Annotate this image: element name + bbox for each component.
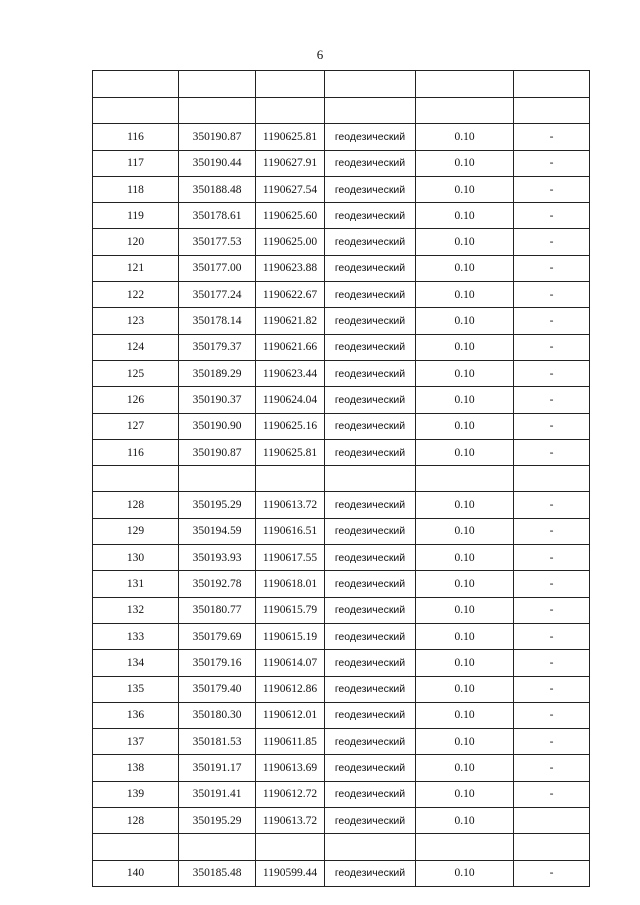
accuracy-cell: 0.10 [416,545,514,571]
table-spacer-row [93,98,590,124]
x-coordinate-cell: 350180.77 [179,597,256,623]
spacer-cell [256,98,325,124]
y-coordinate-cell: 1190627.54 [256,176,325,202]
table-row [93,808,590,834]
y-coordinate-cell: 1190625.16 [256,413,325,439]
y-coordinate-cell: 1190622.67 [256,282,325,308]
x-coordinate-cell: 350177.24 [179,282,256,308]
y-coordinate-cell: 1190625.60 [256,203,325,229]
note-cell: - [514,413,590,439]
x-coordinate-cell: 350188.48 [179,176,256,202]
y-coordinate-cell: 1190614.07 [256,650,325,676]
y-coordinate-cell: 1190615.19 [256,623,325,649]
gap-cell [256,834,325,860]
x-coordinate-cell: 350178.61 [179,203,256,229]
table-row [93,176,590,202]
note-cell: - [514,492,590,518]
point-number-cell: 129 [93,518,179,544]
y-coordinate-cell: 1190621.82 [256,308,325,334]
note-cell: - [514,650,590,676]
y-coordinate-cell: 1190623.44 [256,360,325,386]
accuracy-cell: 0.10 [416,229,514,255]
y-coordinate-cell: 1190621.66 [256,334,325,360]
y-coordinate-cell: 1190613.69 [256,755,325,781]
method-cell: геодезический [325,518,416,544]
method-cell: геодезический [325,308,416,334]
header-cell [416,71,514,98]
note-cell: - [514,702,590,728]
accuracy-cell: 0.10 [416,755,514,781]
note-cell: - [514,755,590,781]
point-number-cell: 133 [93,623,179,649]
method-cell: геодезический [325,808,416,834]
x-coordinate-cell: 350181.53 [179,729,256,755]
accuracy-cell: 0.10 [416,203,514,229]
x-coordinate-cell: 350178.14 [179,308,256,334]
y-coordinate-cell: 1190612.86 [256,676,325,702]
accuracy-cell: 0.10 [416,597,514,623]
x-coordinate-cell: 350179.16 [179,650,256,676]
method-cell: геодезический [325,623,416,649]
x-coordinate-cell: 350180.30 [179,702,256,728]
method-cell: геодезический [325,334,416,360]
point-number-cell: 121 [93,255,179,281]
table-row [93,229,590,255]
coordinates-table-body [93,71,590,887]
gap-cell [416,466,514,492]
header-cell [93,71,179,98]
method-cell: геодезический [325,860,416,886]
y-coordinate-cell: 1190625.81 [256,124,325,150]
point-number-cell: 138 [93,755,179,781]
accuracy-cell: 0.10 [416,308,514,334]
accuracy-cell: 0.10 [416,702,514,728]
note-cell: - [514,387,590,413]
y-coordinate-cell: 1190618.01 [256,571,325,597]
gap-cell [256,466,325,492]
accuracy-cell: 0.10 [416,413,514,439]
point-number-cell: 137 [93,729,179,755]
table-header-row [93,71,590,98]
table-row [93,860,590,886]
method-cell: геодезический [325,413,416,439]
note-cell [514,808,590,834]
note-cell: - [514,545,590,571]
accuracy-cell: 0.10 [416,282,514,308]
x-coordinate-cell: 350185.48 [179,860,256,886]
method-cell: геодезический [325,597,416,623]
table-row [93,492,590,518]
gap-cell [93,834,179,860]
note-cell: - [514,597,590,623]
method-cell: геодезический [325,387,416,413]
y-coordinate-cell: 1190612.72 [256,781,325,807]
note-cell: - [514,860,590,886]
point-number-cell: 128 [93,492,179,518]
x-coordinate-cell: 350191.17 [179,755,256,781]
method-cell: геодезический [325,702,416,728]
accuracy-cell: 0.10 [416,808,514,834]
table-row [93,545,590,571]
method-cell: геодезический [325,360,416,386]
point-number-cell: 128 [93,808,179,834]
y-coordinate-cell: 1190613.72 [256,808,325,834]
spacer-cell [93,98,179,124]
x-coordinate-cell: 350190.87 [179,439,256,465]
point-number-cell: 131 [93,571,179,597]
x-coordinate-cell: 350193.93 [179,545,256,571]
accuracy-cell: 0.10 [416,676,514,702]
table-row [93,387,590,413]
accuracy-cell: 0.10 [416,860,514,886]
page-number: 6 [316,47,324,62]
accuracy-cell: 0.10 [416,729,514,755]
x-coordinate-cell: 350194.59 [179,518,256,544]
point-number-cell: 136 [93,702,179,728]
point-number-cell: 135 [93,676,179,702]
point-number-cell: 139 [93,781,179,807]
point-number-cell: 123 [93,308,179,334]
x-coordinate-cell: 350190.90 [179,413,256,439]
x-coordinate-cell: 350179.37 [179,334,256,360]
x-coordinate-cell: 350179.69 [179,623,256,649]
method-cell: геодезический [325,650,416,676]
table-row [93,255,590,281]
method-cell: геодезический [325,229,416,255]
note-cell: - [514,282,590,308]
x-coordinate-cell: 350190.44 [179,150,256,176]
header-cell [256,71,325,98]
method-cell: геодезический [325,781,416,807]
method-cell: геодезический [325,439,416,465]
y-coordinate-cell: 1190612.01 [256,702,325,728]
table-row [93,518,590,544]
section-gap-row [93,834,590,860]
x-coordinate-cell: 350190.37 [179,387,256,413]
accuracy-cell: 0.10 [416,623,514,649]
x-coordinate-cell: 350177.00 [179,255,256,281]
header-cell [325,71,416,98]
accuracy-cell: 0.10 [416,255,514,281]
note-cell: - [514,439,590,465]
point-number-cell: 124 [93,334,179,360]
method-cell: геодезический [325,282,416,308]
gap-cell [325,466,416,492]
table-row [93,203,590,229]
point-number-cell: 120 [93,229,179,255]
gap-cell [325,834,416,860]
method-cell: геодезический [325,545,416,571]
x-coordinate-cell: 350195.29 [179,492,256,518]
point-number-cell: 125 [93,360,179,386]
section-gap-row [93,466,590,492]
accuracy-cell: 0.10 [416,781,514,807]
gap-cell [179,834,256,860]
y-coordinate-cell: 1190625.81 [256,439,325,465]
table-row [93,729,590,755]
coordinates-table [92,70,590,887]
accuracy-cell: 0.10 [416,492,514,518]
gap-cell [179,466,256,492]
table-row [93,755,590,781]
y-coordinate-cell: 1190599.44 [256,860,325,886]
method-cell: геодезический [325,255,416,281]
method-cell: геодезический [325,124,416,150]
y-coordinate-cell: 1190624.04 [256,387,325,413]
y-coordinate-cell: 1190611.85 [256,729,325,755]
note-cell: - [514,255,590,281]
accuracy-cell: 0.10 [416,571,514,597]
point-number-cell: 117 [93,150,179,176]
note-cell: - [514,623,590,649]
table-row [93,282,590,308]
note-cell: - [514,781,590,807]
point-number-cell: 116 [93,124,179,150]
note-cell: - [514,729,590,755]
gap-cell [514,466,590,492]
y-coordinate-cell: 1190613.72 [256,492,325,518]
x-coordinate-cell: 350190.87 [179,124,256,150]
table-row [93,623,590,649]
method-cell: геодезический [325,755,416,781]
y-coordinate-cell: 1190617.55 [256,545,325,571]
note-cell: - [514,334,590,360]
point-number-cell: 122 [93,282,179,308]
accuracy-cell: 0.10 [416,334,514,360]
y-coordinate-cell: 1190616.51 [256,518,325,544]
accuracy-cell: 0.10 [416,387,514,413]
table-row [93,413,590,439]
spacer-cell [325,98,416,124]
method-cell: геодезический [325,676,416,702]
point-number-cell: 118 [93,176,179,202]
gap-cell [93,466,179,492]
table-row [93,150,590,176]
header-cell [179,71,256,98]
table-row [93,124,590,150]
note-cell: - [514,229,590,255]
spacer-cell [514,98,590,124]
point-number-cell: 126 [93,387,179,413]
method-cell: геодезический [325,571,416,597]
gap-cell [514,834,590,860]
accuracy-cell: 0.10 [416,360,514,386]
x-coordinate-cell: 350177.53 [179,229,256,255]
accuracy-cell: 0.10 [416,650,514,676]
x-coordinate-cell: 350192.78 [179,571,256,597]
point-number-cell: 116 [93,439,179,465]
accuracy-cell: 0.10 [416,176,514,202]
table-row [93,571,590,597]
x-coordinate-cell: 350189.29 [179,360,256,386]
note-cell: - [514,176,590,202]
note-cell: - [514,124,590,150]
method-cell: геодезический [325,176,416,202]
note-cell: - [514,360,590,386]
note-cell: - [514,203,590,229]
gap-cell [416,834,514,860]
note-cell: - [514,150,590,176]
table-row [93,360,590,386]
table-row [93,702,590,728]
point-number-cell: 130 [93,545,179,571]
note-cell: - [514,518,590,544]
method-cell: геодезический [325,150,416,176]
note-cell: - [514,676,590,702]
point-number-cell: 127 [93,413,179,439]
accuracy-cell: 0.10 [416,439,514,465]
accuracy-cell: 0.10 [416,518,514,544]
note-cell: - [514,571,590,597]
point-number-cell: 140 [93,860,179,886]
table-row [93,650,590,676]
table-row [93,597,590,623]
x-coordinate-cell: 350195.29 [179,808,256,834]
y-coordinate-cell: 1190627.91 [256,150,325,176]
table-row [93,308,590,334]
y-coordinate-cell: 1190625.00 [256,229,325,255]
point-number-cell: 134 [93,650,179,676]
y-coordinate-cell: 1190623.88 [256,255,325,281]
x-coordinate-cell: 350179.40 [179,676,256,702]
header-cell [514,71,590,98]
note-cell: - [514,308,590,334]
y-coordinate-cell: 1190615.79 [256,597,325,623]
method-cell: геодезический [325,203,416,229]
point-number-cell: 132 [93,597,179,623]
table-row [93,334,590,360]
table-row [93,781,590,807]
x-coordinate-cell: 350191.41 [179,781,256,807]
point-number-cell: 119 [93,203,179,229]
accuracy-cell: 0.10 [416,124,514,150]
accuracy-cell: 0.10 [416,150,514,176]
spacer-cell [179,98,256,124]
method-cell: геодезический [325,729,416,755]
table-row [93,439,590,465]
spacer-cell [416,98,514,124]
method-cell: геодезический [325,492,416,518]
table-row [93,676,590,702]
